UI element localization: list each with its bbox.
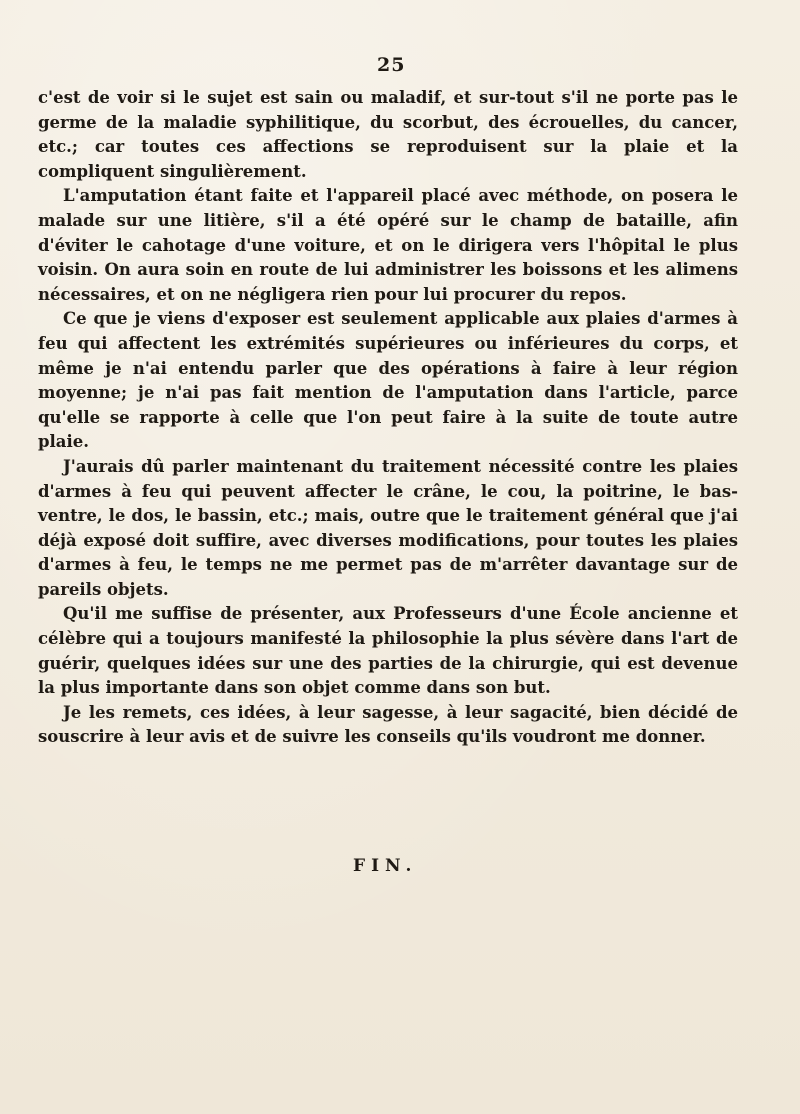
paragraph: c'est de voir si le sujet est sain ou maladif, et sur-tout s'il ne porte pas le germe de la maladie syphilitique, du scorbut, des écrouelles, du cancer, etc.; car toutes ces affections se reproduisent sur la plaie et la compliquent singulièrement. (38, 88, 738, 181)
paragraph: L'amputation étant faite et l'appareil placé avec méthode, on posera le malade sur une litière, s'il a été opéré sur le champ de bataille, afin d'éviter le cahotage d'une voiture, et on le dirigera vers l'hôpital le plus voisin. On aura soin en route de lui administrer les boissons et les alimens nécessaires, et on ne négligera rien pour lui procurer du repos. (38, 186, 738, 304)
paragraph: Qu'il me suffise de présenter, aux Professeurs d'une École ancienne et célèbre qui a toujours manifesté la philosophie la plus sévère dans l'art de guérir, quelques idées sur une des parties de la chirurgie, qui est devenue la plus importante dans son objet comme dans son but. (38, 604, 738, 698)
end-mark: FIN. (353, 856, 418, 876)
page-number: 25 (377, 54, 406, 76)
paragraph: Ce que je viens d'exposer est seulement applicable aux plaies d'armes à feu qui affectent les extrémités supérieures ou inférieures du corps, et même je n'ai entendu parler que des opérations à faire à leur région moyenne; je n'ai pas fait mention de l'amputation dans l'article, parce qu'elle se rapporte à celle que l'on peut faire à la suite de toute autre plaie. (38, 309, 738, 452)
paragraph: Je les remets, ces idées, à leur sagesse, à leur sagacité, bien décidé de souscrire à leur avis et de suivre les conseils qu'ils voudront me donner. (38, 702, 738, 747)
paragraph: J'aurais dû parler maintenant du traitement nécessité contre les plaies d'armes à feu qui peuvent affecter le crâne, le cou, la poitrine, le bas-ventre, le dos, le bassin, etc.; mais, outre que le traitement général que j'ai déjà exposé doit suffire, avec diverses modifications, pour toutes les plaies d'armes à feu, le temps ne me permet pas de m'arrêter davantage sur de pareils objets. (38, 456, 738, 599)
body-text (38, 86, 738, 750)
